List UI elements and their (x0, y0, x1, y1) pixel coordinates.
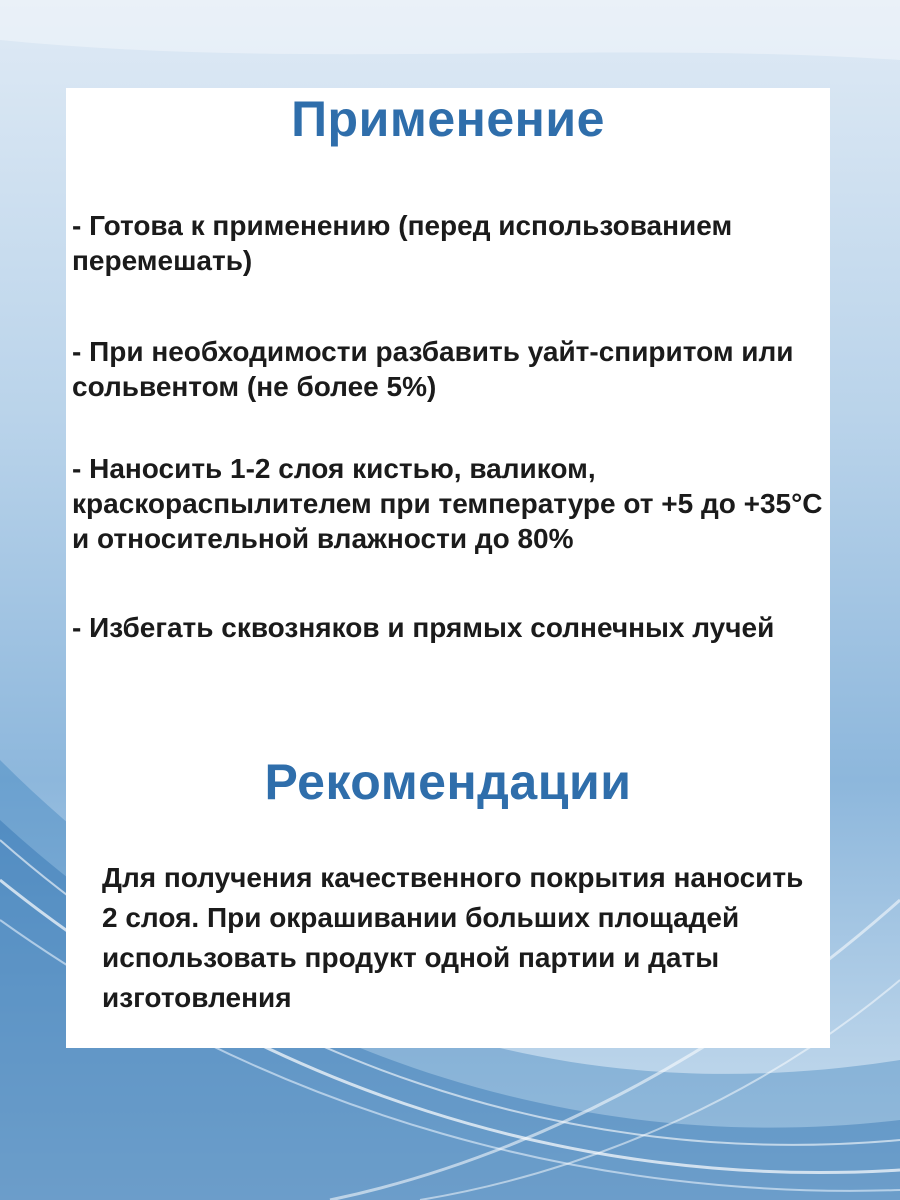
recommendations-heading: Рекомендации (264, 754, 632, 810)
application-item-apply-layers: - Наносить 1-2 слоя кистью, валиком, краскораспылителем при температуре от +5 до +35°С и относительной влажности до 80% (72, 453, 823, 554)
application-item-avoid-drafts: - Избегать сквозняков и прямых солнечных лучей (72, 612, 775, 643)
application-item-ready: - Готова к применению (перед использованием перемешать) (72, 210, 733, 276)
content-card (66, 88, 830, 1048)
application-heading: Применение (291, 91, 605, 147)
recommendations-text: Для получения качественного покрытия наносить 2 слоя. При окрашивании больших площадей использовать продукт одной партии и даты изготовления (102, 862, 804, 1013)
application-item-dilute: - При необходимости разбавить уайт-спиритом или сольвентом (не более 5%) (72, 336, 794, 402)
